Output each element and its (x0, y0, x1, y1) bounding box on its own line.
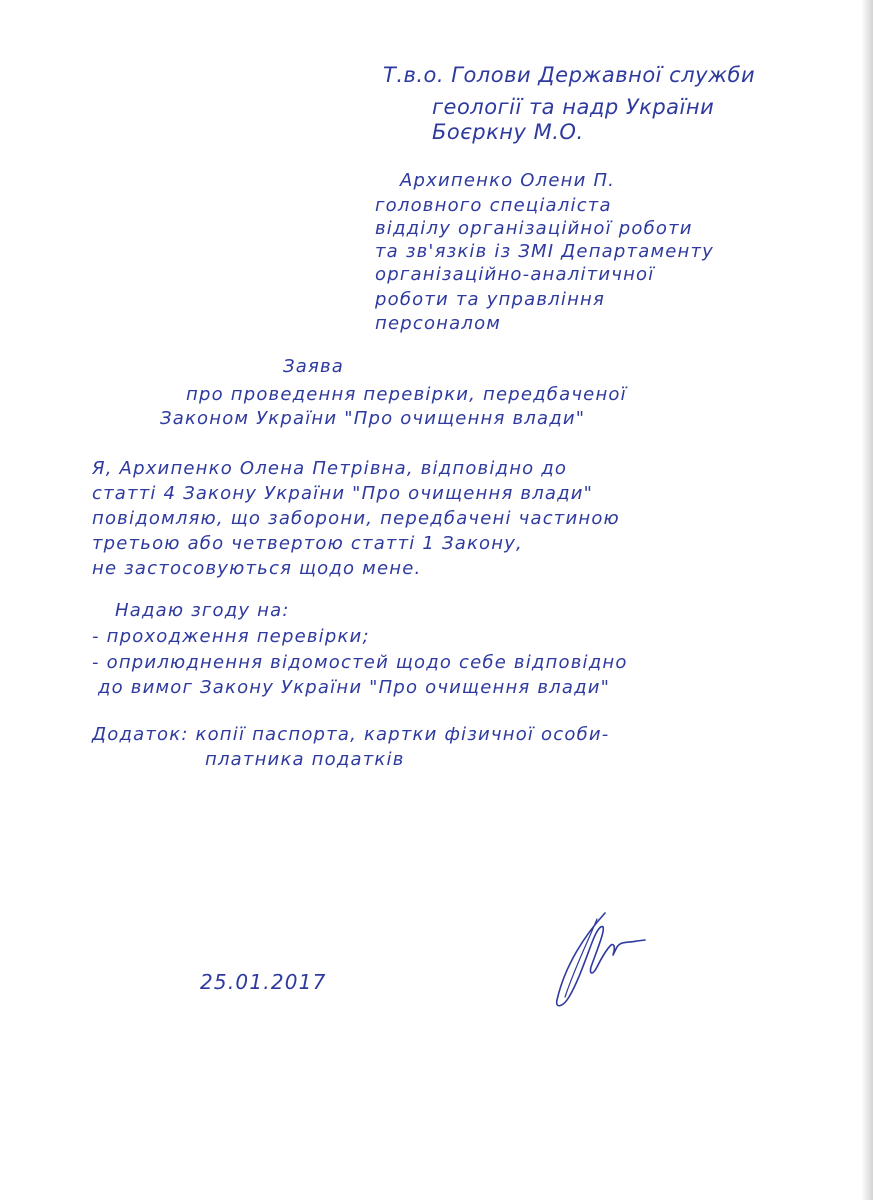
consent-line-2: - проходження перевірки; (92, 626, 370, 647)
sender-line-5: організаційно-аналітичної (375, 264, 655, 285)
statement-line-5: не застосовуються щодо мене. (92, 558, 422, 579)
sender-line-1: Архипенко Олени П. (400, 170, 616, 191)
addressee-line-1: Т.в.о. Голови Державної служби (383, 63, 756, 87)
statement-line-2: статті 4 Закону України "Про очищення влади" (92, 483, 594, 504)
signature (545, 905, 655, 1015)
addressee-line-3: Боєркну М.О. (432, 120, 584, 144)
addressee-line-2: геології та надр України (432, 95, 715, 119)
consent-line-3: - оприлюднення відомостей щодо себе відповідно (92, 652, 628, 673)
sender-line-2: головного спеціаліста (375, 195, 612, 216)
statement-line-3: повідомляю, що заборони, передбачені частиною (92, 508, 620, 529)
attachments-line-2: платника податків (205, 749, 405, 770)
statement-line-4: третьою або четвертою статті 1 Закону, (92, 533, 523, 554)
sender-line-3: відділу організаційної роботи (375, 218, 693, 239)
consent-line-4: до вимог Закону України "Про очищення влади" (98, 677, 611, 698)
sender-line-4: та зв'язків із ЗМІ Департаменту (375, 241, 714, 262)
consent-line-1: Надаю згоду на: (115, 600, 290, 621)
statement-line-1: Я, Архипенко Олена Петрівна, відповідно до (92, 458, 568, 479)
title-line-3: Законом України "Про очищення влади" (160, 408, 586, 429)
date: 25.01.2017 (200, 970, 327, 994)
sender-line-7: персоналом (375, 313, 502, 334)
sender-line-6: роботи та управління (375, 289, 606, 310)
title-line-2: про проведення перевірки, передбаченої (186, 384, 627, 405)
attachments-line-1: Додаток: копії паспорта, картки фізичної особи- (92, 724, 610, 745)
document-title: Заява (283, 356, 345, 377)
